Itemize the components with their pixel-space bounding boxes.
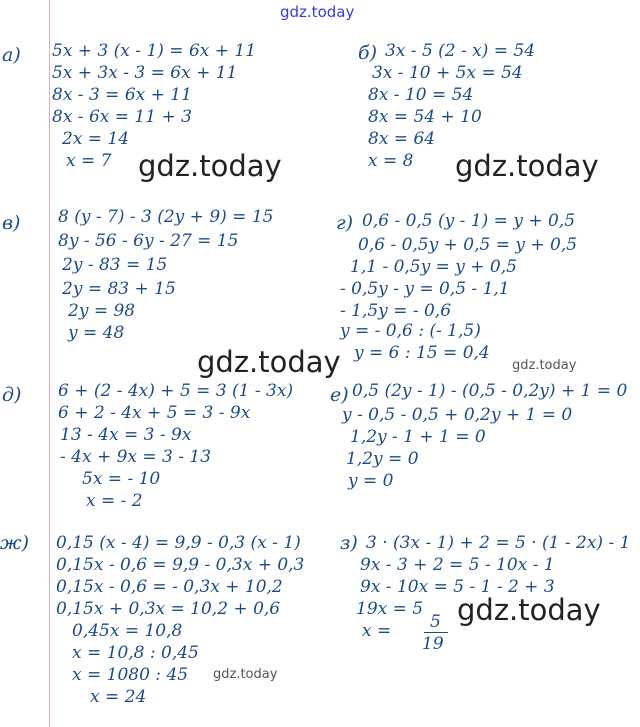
watermark-4: gdz.today (457, 593, 601, 627)
problem-e-line-4: 1,2y = 0 (346, 449, 419, 469)
problem-zh-line-2: 0,15x - 0,6 = 9,9 - 0,3x + 0,3 (56, 555, 305, 575)
problem-a-line-4: 8x - 6x = 11 + 3 (52, 107, 192, 127)
problem-a-line-3: 8x - 3 = 6x + 11 (52, 85, 192, 105)
problem-v-line-2: 8y - 56 - 6y - 27 = 15 (58, 231, 239, 251)
problem-zh-line-7: x = 1080 : 45 (72, 665, 189, 685)
watermark-2: gdz.today (455, 149, 599, 183)
fraction-numerator: 5 (430, 612, 441, 632)
problem-b-line-4: 8x = 54 + 10 (368, 107, 482, 127)
fraction-bar (424, 632, 448, 633)
problem-v-line-6: y = 48 (68, 323, 125, 343)
fraction-denominator: 19 (422, 634, 444, 654)
problem-b-line-5: 8x = 64 (368, 129, 436, 149)
problem-g-line-5: - 1,5y = - 0,6 (340, 301, 452, 321)
problem-v-line-3: 2y - 83 = 15 (62, 255, 168, 275)
problem-zh-line-3: 0,15x - 0,6 = - 0,3x + 10,2 (56, 577, 283, 597)
problem-e-line-1: 0,5 (2y - 1) - (0,5 - 0,2y) + 1 = 0 (352, 381, 628, 401)
problem-a-line-1: 5x + 3 (x - 1) = 6x + 11 (52, 41, 257, 61)
problem-d-line-1: 6 + (2 - 4x) + 5 = 3 (1 - 3x) (58, 381, 294, 401)
label-b: б) (358, 42, 378, 64)
problem-zh-line-5: 0,45x = 10,8 (72, 621, 183, 641)
problem-zh-line-1: 0,15 (x - 4) = 9,9 - 0,3 (x - 1) (56, 533, 301, 553)
problem-g-line-1: 0,6 - 0,5 (y - 1) = y + 0,5 (362, 211, 576, 231)
watermark-small-2: gdz.today (213, 667, 278, 682)
problem-v-line-5: 2y = 98 (68, 301, 136, 321)
label-d: д) (2, 384, 22, 406)
label-e: е) (330, 384, 349, 406)
label-z: з) (340, 532, 358, 554)
watermark-small-1: gdz.today (512, 358, 577, 373)
watermark-top: gdz.today (280, 3, 355, 21)
notebook-margin-line (49, 0, 50, 727)
problem-a-line-5: 2x = 14 (62, 129, 130, 149)
problem-d-line-2: 6 + 2 - 4x + 5 = 3 - 9x (58, 403, 251, 423)
problem-e-line-2: y - 0,5 - 0,5 + 0,2y + 1 = 0 (342, 405, 573, 425)
label-g: г) (336, 212, 354, 234)
label-zh: ж) (0, 532, 30, 554)
problem-g-line-6: y = - 0,6 : (- 1,5) (340, 321, 481, 341)
problem-zh-line-8: x = 24 (90, 687, 147, 707)
problem-a-line-2: 5x + 3x - 3 = 6x + 11 (52, 63, 238, 83)
problem-v-line-1: 8 (y - 7) - 3 (2y + 9) = 15 (58, 207, 274, 227)
problem-d-line-3: 13 - 4x = 3 - 9x (60, 425, 192, 445)
problem-g-line-2: 0,6 - 0,5y + 0,5 = y + 0,5 (358, 235, 578, 255)
problem-z-line-3: 9x - 10x = 5 - 1 - 2 + 3 (360, 577, 555, 597)
problem-v-line-4: 2y = 83 + 15 (62, 279, 176, 299)
problem-g-line-4: - 0,5y - y = 0,5 - 1,1 (340, 279, 510, 299)
label-v: в) (2, 212, 21, 234)
problem-zh-line-6: x = 10,8 : 0,45 (72, 643, 199, 663)
label-a: а) (2, 44, 21, 66)
problem-z-line-5: x = (362, 621, 392, 641)
problem-g-line-7: y = 6 : 15 = 0,4 (354, 343, 490, 363)
problem-z-line-2: 9x - 3 + 2 = 5 - 10x - 1 (360, 555, 555, 575)
problem-e-line-5: y = 0 (348, 471, 394, 491)
problem-d-line-4: - 4x + 9x = 3 - 13 (60, 447, 212, 467)
problem-z-line-4: 19x = 5 (356, 599, 424, 619)
problem-e-line-3: 1,2y - 1 + 1 = 0 (350, 427, 486, 447)
problem-b-line-2: 3x - 10 + 5x = 54 (372, 63, 523, 83)
problem-a-line-6: x = 7 (66, 151, 112, 171)
watermark-1: gdz.today (138, 149, 282, 183)
watermark-3: gdz.today (197, 345, 341, 379)
problem-b-line-1: 3x - 5 (2 - x) = 54 (385, 41, 536, 61)
problem-z-line-1: 3 · (3x - 1) + 2 = 5 · (1 - 2x) - 1 (366, 533, 631, 553)
problem-b-line-6: x = 8 (368, 151, 414, 171)
problem-zh-line-4: 0,15x + 0,3x = 10,2 + 0,6 (56, 599, 281, 619)
problem-d-line-6: x = - 2 (86, 491, 143, 511)
problem-d-line-5: 5x = - 10 (82, 469, 161, 489)
problem-b-line-3: 8x - 10 = 54 (368, 85, 474, 105)
problem-g-line-3: 1,1 - 0,5y = y + 0,5 (350, 257, 517, 277)
